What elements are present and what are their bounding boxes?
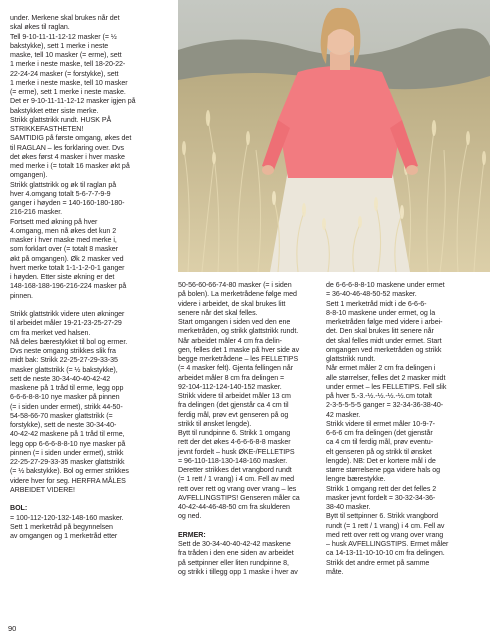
text-line: (= ½ bakstykke). Bol og ermer strikkes: [10, 467, 129, 476]
text-line: med merke i (= totalt 16 masker økt på: [10, 162, 130, 170]
text-line: (= 1 rett / 1 vrang) i 4 cm. Fell av med: [178, 475, 295, 484]
text-line: SAMTIDIG på første omgang, økes det: [10, 134, 132, 143]
text-line: på bolen). La merketrådene følge med: [178, 290, 297, 299]
text-line: Bytt til settpinner 6. Strikk vrangbord: [326, 512, 438, 521]
text-line: 1 merke i neste maske, tell 10 masker: [10, 78, 128, 87]
text-line: Deretter strikkes det vrangbord rundt: [178, 466, 292, 474]
text-line: 4.omgang, men nå økes det kun 2: [10, 226, 117, 235]
text-line: videre i arbeidet, de skal brukes litt: [178, 299, 286, 308]
text-line: pinnen (= i siden under ermet), strikk: [10, 448, 124, 457]
text-line: ca 14-13-11-10-10-10 cm fra delingen.: [326, 549, 445, 558]
text-line: ferdig mål, prøv evt genseren på og: [178, 410, 289, 419]
text-line: = 100-112-120-132-148-160 masker.: [10, 513, 124, 522]
text-line: Strikk glattstrikk videre uten økninger: [10, 310, 125, 318]
text-column-2: [178, 281, 322, 577]
text-line: omgangen ved merketråden og strikk: [326, 345, 442, 354]
text-line: økt på omgangen). Øk 2 masker ved: [10, 254, 124, 263]
text-line: 40-42-44-46-48-50 cm fra skulderen: [178, 503, 290, 511]
text-line: hver 4.omgang totalt 5-6-7-7-9-9: [10, 189, 111, 198]
text-line: – husk AVFELLINGSTIPS. Ermet måler: [326, 540, 449, 548]
text-line: Det er 9-10-11-11-12-12 masker igjen på: [10, 97, 136, 106]
text-line: 8-8-10 maskene under ermet, og la: [326, 308, 436, 317]
text-line: Nå deles bærestykket til bol og ermer.: [10, 337, 128, 346]
text-line: 50-56-60-66-74-80 masker (= i siden: [178, 281, 292, 289]
text-line: arbeidet måler 8 cm fra delingen =: [178, 373, 285, 382]
text-line: Strikk videre til arbeidet måler 13 cm: [178, 392, 291, 400]
text-line: Start omgangen i siden ved den ene: [178, 318, 291, 326]
text-line: hvert merke totalt 1-1-1-2-0-1 ganger: [10, 263, 125, 272]
section-heading: BOL:: [10, 504, 28, 513]
text-line: til arbeidet måler 19-21-23-25-27-29: [10, 319, 122, 328]
text-line: ganger i høyden = 140-160-180-180-: [10, 199, 125, 207]
text-line: elt genseren på og strikk til ønsket: [326, 447, 432, 456]
text-line: Strikk det andre ermet på samme: [326, 558, 430, 567]
text-line: og ned.: [178, 512, 202, 521]
text-line: under ermet – les FELLETIPS. Fell slik: [326, 382, 447, 391]
text-line: Strikk 1 omgang rett der det felles 2: [326, 484, 437, 493]
text-line: 42 masker.: [326, 410, 361, 419]
text-line: AVFELLINGSTIPS! Genseren måler ca: [178, 493, 300, 502]
text-line: på settpinner eller liten rundpinne 8,: [178, 558, 289, 567]
text-line: Sett 1 merketråd på begynnelsen: [10, 522, 113, 531]
text-line: lengde). NB: Det er kortere mål i de: [326, 456, 436, 465]
text-line: rett over rett og vrang over vrang – les: [178, 484, 297, 493]
text-line: 1 merke i neste maske, tell 18-20-22-: [10, 60, 126, 69]
text-line: Sett de 30-34-40-40-42-42 maskene: [178, 540, 291, 548]
text-line: (= i siden under ermet), strikk 44-50-: [10, 402, 123, 411]
text-line: = 96-110-118-130-148-160 masker.: [178, 456, 288, 465]
text-line: og strikk i tillegg opp 1 maske i hver av: [178, 567, 298, 576]
text-line: 216-216 masker.: [10, 208, 63, 217]
text-line: merketråden, og strikk glattstrikk rundt.: [178, 327, 299, 336]
model-photo: [178, 0, 490, 272]
text-line: masker glattstrikk (= ½ bakstykke),: [10, 365, 118, 374]
text-line: Tell 9-10-11-11-12-12 masker (= ½: [10, 32, 117, 41]
text-line: (= 4 masker felt). Gjenta fellingen når: [178, 364, 293, 373]
text-line: rett der det økes 4-6-6-6-8-8 masker: [178, 438, 291, 447]
text-line: sett de neste 30-34-40-40-42-42: [10, 374, 111, 383]
text-line: Når arbeidet måler 4 cm fra delin-: [178, 336, 282, 345]
text-line: 148-168-188-196-216-224 masker på: [10, 282, 127, 291]
text-line: 2-3-5-5-5-5 ganger = 32-34-36-38-40-: [326, 401, 444, 410]
text-line: STRIKKEFASTHETEN!: [10, 125, 84, 133]
section-heading: ERMER:: [178, 530, 206, 539]
text-line: med rett over rett og vrang over vrang: [326, 530, 444, 539]
text-line: senere når det skal felles.: [178, 308, 258, 317]
text-line: 54-58-66-70 masker glattstrikk (=: [10, 411, 113, 420]
text-column-1: [10, 14, 174, 541]
text-line: (= erme), sett 1 merke i neste maske.: [10, 88, 126, 96]
text-line: under. Merkene skal brukes når det: [10, 14, 120, 22]
text-line: Når ermet måler 2 cm fra delingen i: [326, 364, 436, 373]
paragraph-gap: [10, 495, 174, 504]
text-line: masker i hver maske med merke i,: [10, 236, 117, 244]
text-line: som forklart over (= totalt 8 masker: [10, 245, 118, 254]
text-line: bakstykket etter siste merke.: [10, 106, 99, 115]
text-line: maske, tell 10 masker (= erme), sett: [10, 51, 122, 59]
text-line: 6-6-6-8-8-10 nye masker på pinnen: [10, 393, 120, 402]
text-column-3: [326, 281, 478, 577]
text-line: = 36-40-46-48-50-52 masker.: [326, 290, 417, 299]
text-line: fra delingen (det gjenstår ca 4 cm til: [178, 401, 289, 410]
text-line: 40-42-42 maskene på 1 tråd til erme,: [10, 430, 125, 439]
text-line: fra tråden i den ene siden av arbeidet: [178, 549, 294, 558]
text-line: måte.: [326, 567, 344, 576]
text-line: på hver 5.-3.-½.-½.-½.-½.cm totalt: [326, 392, 432, 400]
text-line: i høyden. Etter siste økning er det: [10, 273, 115, 281]
text-line: videre hver for seg. HERFRA MÅLES: [10, 476, 126, 485]
text-line: 92-104-112-124-140-152 masker.: [178, 382, 282, 391]
text-line: masker jevnt fordelt = 30-32-34-36-: [326, 493, 436, 502]
paragraph-gap: [10, 301, 174, 310]
text-line: Strikk glattstrikk og øk til raglan på: [10, 180, 117, 189]
text-line: midt bak: Strikk 22-25-27-29-33-35: [10, 356, 118, 365]
text-line: 22-24-24 masker (= forstykke), sett: [10, 69, 119, 78]
text-line: pinnen.: [10, 291, 33, 300]
text-line: det økes først 4 masker i hver maske: [10, 152, 125, 161]
text-line: skal økes til raglan.: [10, 23, 70, 32]
text-line: de 6-6-6-8-8-10 maskene under ermet: [326, 281, 445, 289]
text-line: forstykke), sett de neste 30-34-40-: [10, 421, 117, 429]
text-line: alle størrelser, felles det 2 masker midt: [326, 373, 446, 382]
text-line: til RAGLAN – les forklaring over. Dvs: [10, 143, 125, 152]
text-line: rundt (= 1 rett / 1 vrang) i 4 cm. Fell av: [326, 521, 445, 530]
text-line: lengre bærestykke.: [326, 475, 386, 484]
text-line: 6-6-6 cm fra delingen (det gjenstår: [326, 429, 433, 437]
text-line: gen, felles det 1 maske på hver side av: [178, 345, 300, 354]
text-line: cm fra merket ved halsen.: [10, 328, 91, 337]
text-line: bakstykke), sett 1 merke i neste: [10, 41, 109, 50]
text-line: strikk til ønsket lengde).: [178, 419, 252, 428]
page-number: 90: [8, 624, 17, 633]
text-line: glattstrikk rundt.: [326, 355, 376, 363]
paragraph-gap: [178, 522, 322, 531]
grass-field-photo-icon: [178, 0, 490, 272]
text-line: av omgangen og 1 merketråd etter: [10, 532, 118, 540]
text-line: 22-25-27-29-33-35 masker glattstrikk: [10, 458, 125, 466]
text-line: Dvs neste omgang strikkes slik fra: [10, 347, 116, 355]
text-line: merketråden følge med videre i arbei-: [326, 318, 443, 326]
text-line: maskene på 1 tråd til erme, legg opp: [10, 384, 124, 392]
text-line: Strikk glattstrikk rundt. HUSK PÅ: [10, 115, 112, 124]
text-line: Sett 1 merketråd midt i de 6-6-6-: [326, 299, 427, 308]
text-line: større størrelsene pga videre hals og: [326, 466, 441, 474]
text-line: jevnt fordelt – husk ØKE-/FELLETIPS: [178, 447, 295, 456]
text-line: omgangen).: [10, 171, 48, 180]
text-line: det. Den skal brukes litt senere når: [326, 327, 434, 336]
text-line: ca 4 cm til ferdig mål, prøv eventu-: [326, 438, 434, 447]
text-line: begge merketrådene – les FELLETIPS: [178, 355, 299, 363]
text-line: ARBEIDET VIDERE!: [10, 485, 75, 494]
text-line: Strikk videre til ermet måler 10-9-7-: [326, 419, 435, 428]
text-line: Bytt til rundpinne 6. Strikk 1 omgang: [178, 429, 291, 437]
text-line: det skal felles midt under ermet. Start: [326, 336, 442, 345]
text-line: 38-40 masker.: [326, 503, 371, 511]
text-line: Fortsett med økning på hver: [10, 217, 98, 226]
text-line: legg opp 6-6-6-8-8-10 nye masker på: [10, 439, 126, 448]
